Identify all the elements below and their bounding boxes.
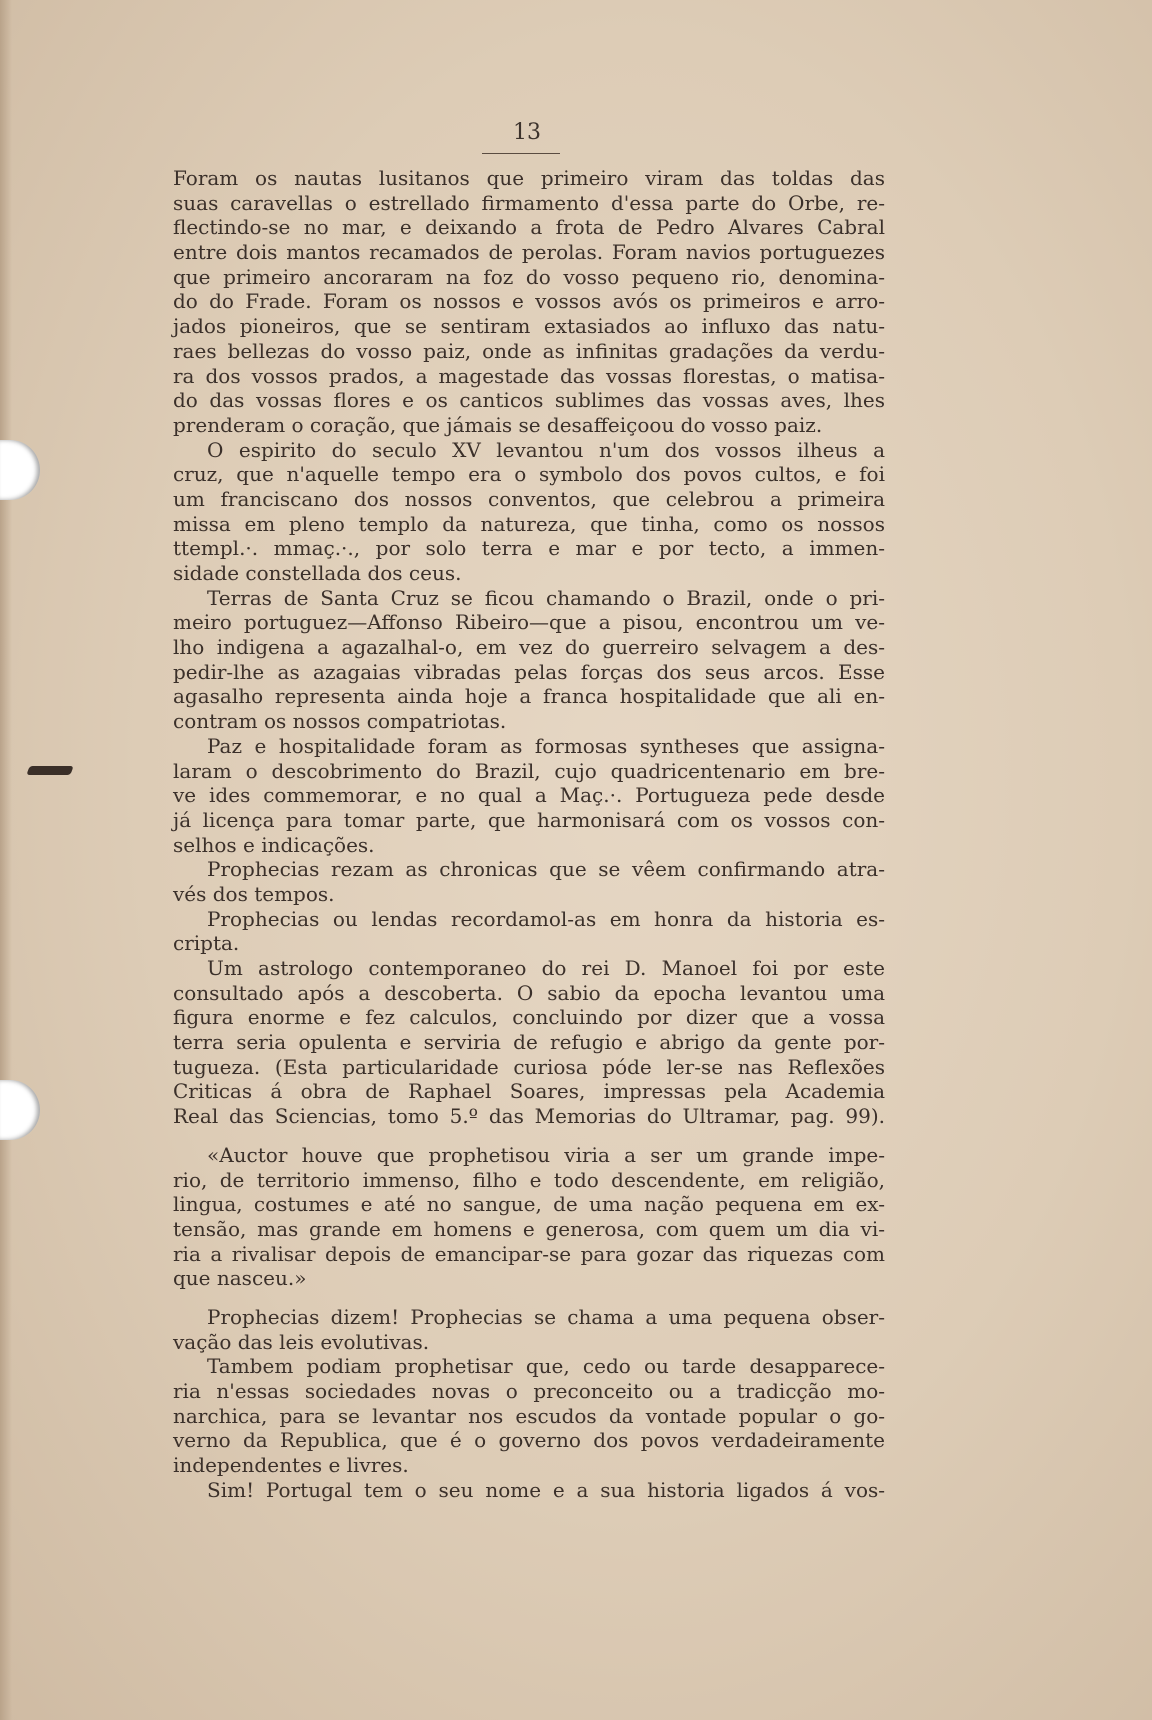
text-line: Sim! Portugal tem o seu nome e a sua historia ligados á vos- xyxy=(207,1477,885,1502)
text-line: missa em pleno templo da natureza, que tinha, como os nossos xyxy=(173,511,885,536)
text-line: laram o descobrimento do Brazil, cujo quadricentenario em bre- xyxy=(173,758,885,783)
text-line: Real das Sciencias, tomo 5.º das Memorias do Ultramar, pag. 99). xyxy=(173,1104,885,1129)
text-line: selhos e indicações. xyxy=(173,832,375,857)
page-number: 13 xyxy=(513,120,541,145)
text-line: cruz, que n'aquelle tempo era o symbolo dos povos cultos, e foi xyxy=(173,462,885,487)
text-line: do do Frade. Foram os nossos e vossos avós os primeiros e arro- xyxy=(173,289,885,314)
text-line: pedir-lhe as azagaias vibradas pelas forças dos seus arcos. Esse xyxy=(173,659,885,684)
text-line: narchica, para se levantar nos escudos da vontade popular o go- xyxy=(173,1403,885,1428)
text-line: que nasceu.» xyxy=(173,1266,307,1291)
binding-hole-top xyxy=(0,440,40,500)
text-line: terra seria opulenta e serviria de refugio e abrigo da gente por- xyxy=(173,1030,885,1055)
text-line: ve ides commemorar, e no qual a Maç.·. Portugueza pede desde xyxy=(173,783,885,808)
text-line: contram os nossos compatriotas. xyxy=(173,709,507,734)
text-line: consultado após a descoberta. O sabio da epocha levantou uma xyxy=(173,980,885,1005)
text-line: Tambem podiam prophetisar que, cedo ou tarde desapparece- xyxy=(207,1354,885,1379)
text-line: Terras de Santa Cruz se ficou chamando o Brazil, onde o pri- xyxy=(207,585,885,610)
text-line: meiro portuguez—Affonso Ribeiro—que a pisou, encontrou um ve- xyxy=(173,610,885,635)
text-line: Um astrologo contemporaneo do rei D. Manoel foi por este xyxy=(207,956,885,980)
text-line: figura enorme e fez calculos, concluindo por dizer que a vossa xyxy=(173,1005,885,1030)
text-line: tensão, mas grande em homens e generosa, com quem um dia vi- xyxy=(173,1216,885,1241)
text-line: suas caravellas o estrellado firmamento d'essa parte do Orbe, re- xyxy=(173,190,885,215)
page-number-rule xyxy=(482,153,560,154)
text-line: do das vossas flores e os canticos sublimes das vossas aves, lhes xyxy=(173,388,885,413)
text-line: Paz e hospitalidade foram as formosas syntheses que assigna- xyxy=(207,733,885,758)
text-line: jados pioneiros, que se sentiram extasiados ao influxo das natu- xyxy=(173,314,885,339)
text-line: vés dos tempos. xyxy=(173,881,335,906)
body-text xyxy=(173,166,885,1502)
text-line: ria n'essas sociedades novas o preconceito ou a tradicção mo- xyxy=(173,1379,885,1403)
text-line: vação das leis evolutivas. xyxy=(173,1329,430,1354)
text-line: Prophecias ou lendas recordamol-as em honra da historia es- xyxy=(207,906,885,931)
text-line: que primeiro ancoraram na foz do vosso pequeno rio, denomina- xyxy=(173,264,885,289)
text-line: lingua, costumes e até no sangue, de uma nação pequena em ex- xyxy=(173,1192,885,1217)
text-line: um franciscano dos nossos conventos, que celebrou a primeira xyxy=(173,486,885,511)
text-line: já licença para tomar parte, que harmonisará com os vossos con- xyxy=(173,807,885,832)
text-line: Criticas á obra de Raphael Soares, impressas pela Academia xyxy=(173,1079,885,1104)
text-line: ria a rivalisar depois de emancipar-se para gozar das riquezas com xyxy=(173,1241,885,1266)
text-line: Foram os nautas lusitanos que primeiro viram das toldas das xyxy=(173,166,885,190)
text-line: ra dos vossos prados, a magestade das vossas florestas, o matisa- xyxy=(173,363,885,388)
text-line: cripta. xyxy=(173,931,240,956)
text-line: O espirito do seculo XV levantou n'um dos vossos ilheus a xyxy=(207,437,885,462)
text-line: verno da Republica, que é o governo dos povos verdadeiramente xyxy=(173,1428,885,1453)
text-line: flectindo-se no mar, e deixando a frota de Pedro Alvares Cabral xyxy=(173,215,885,240)
page-edge-shadow xyxy=(0,0,12,1720)
text-line: lho indigena a agazalhal-o, em vez do guerreiro selvagem a des- xyxy=(173,635,885,660)
text-line: ttempl.·. mmaç.·., por solo terra e mar e por tecto, a immen- xyxy=(173,536,885,561)
text-line: raes bellezas do vosso paiz, onde as infinitas gradações da verdu- xyxy=(173,338,885,363)
binding-hole-bottom xyxy=(0,1080,40,1140)
text-line: independentes e livres. xyxy=(173,1453,409,1478)
text-line: rio, de territorio immenso, filho e todo descendente, em religião, xyxy=(173,1167,885,1192)
binding-mark xyxy=(26,766,73,775)
text-line: «Auctor houve que prophetisou viria a ser um grande impe- xyxy=(207,1142,885,1167)
text-line: Prophecias rezam as chronicas que se vêem confirmando atra- xyxy=(207,857,885,882)
text-line: Prophecias dizem! Prophecias se chama a uma pequena obser- xyxy=(207,1304,885,1329)
text-line: sidade constellada dos ceus. xyxy=(173,561,462,585)
text-line: entre dois mantos recamados de perolas. Foram navios portuguezes xyxy=(173,240,885,265)
text-line: tugueza. (Esta particularidade curiosa póde ler-se nas Reflexões xyxy=(173,1054,885,1079)
text-line: agasalho representa ainda hoje a franca hospitalidade que ali en- xyxy=(173,684,885,709)
text-line: prenderam o coração, que jámais se desaffeiçoou do vosso paiz. xyxy=(173,412,823,437)
